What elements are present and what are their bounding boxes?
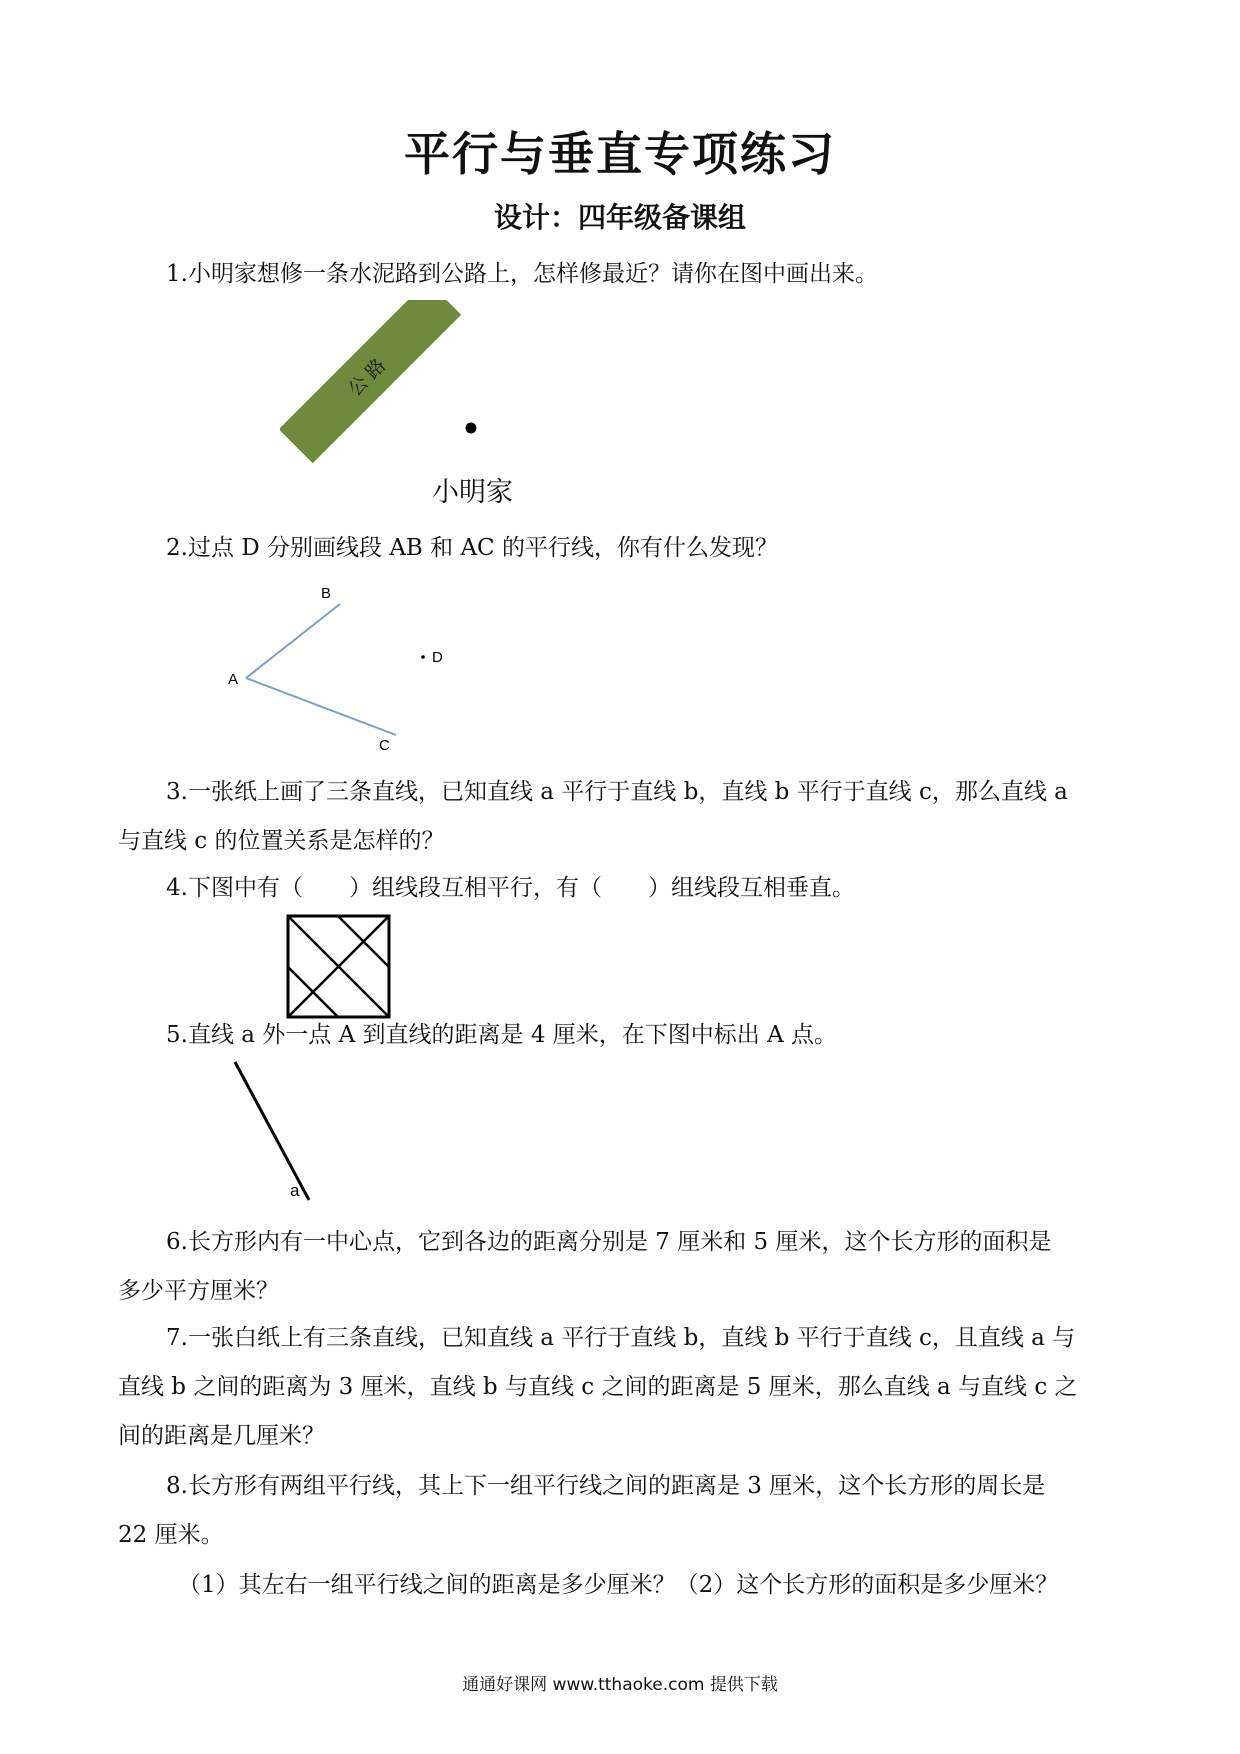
square-figure [284, 912, 394, 1022]
segment-ab [246, 604, 340, 678]
question-7-line-3: 间的距离是几厘米？ [118, 1423, 325, 1449]
question-4: 4.下图中有（ ）组线段互相平行，有（ ）组线段互相垂直。 [166, 875, 855, 901]
question-6-line-2: 多少平方厘米？ [118, 1278, 279, 1304]
page-footer: 通通好课网 www.tthaoke.com 提供下载 [462, 1675, 778, 1695]
line-a [235, 1062, 309, 1200]
point-d [421, 655, 425, 659]
question-8-line-1: 8.长方形有两组平行线，其上下一组平行线之间的距离是 3 厘米，这个长方形的周长是 [166, 1473, 1046, 1499]
question-7-line-1: 7.一张白纸上有三条直线，已知直线 a 平行于直线 b，直线 b 平行于直线 c，且直线 a 与 [166, 1325, 1076, 1351]
road-label: 公 路 [344, 355, 391, 401]
question-3-line-1: 3.一张纸上画了三条直线，已知直线 a 平行于直线 b，直线 b 平行于直线 c，那么直线 a [166, 779, 1068, 805]
angle-figure [220, 580, 460, 760]
question-5: 5.直线 a 外一点 A 到直线的距离是 4 厘米，在下图中标出 A 点。 [166, 1022, 837, 1048]
home-label: 小明家 [432, 477, 513, 508]
question-3-line-2: 与直线 c 的位置关系是怎样的？ [118, 828, 445, 854]
label-d: D [432, 649, 443, 666]
home-point [466, 423, 477, 434]
label-line-a: a [290, 1181, 300, 1200]
question-6-line-1: 6.长方形内有一中心点，它到各边的距离分别是 7 厘米和 5 厘米，这个长方形的面积是 [166, 1229, 1052, 1255]
line-a-figure [220, 1058, 330, 1208]
page-title: 平行与垂直专项练习 [404, 127, 836, 181]
road-figure [280, 300, 480, 470]
page-subtitle: 设计：四年级备课组 [493, 201, 746, 234]
label-b: B [321, 585, 332, 602]
question-7-line-2: 直线 b 之间的距离为 3 厘米，直线 b 与直线 c 之间的距离是 5 厘米，那么直线 a 与直线 c 之 [118, 1374, 1078, 1400]
segment-ac [246, 678, 396, 735]
label-c: C [379, 737, 390, 754]
label-a: A [228, 671, 239, 688]
question-2: 2.过点 D 分别画线段 AB 和 AC 的平行线，你有什么发现？ [166, 535, 778, 561]
question-8-line-2: 22 厘米。 [118, 1522, 224, 1548]
question-8-subquestions: （1）其左右一组平行线之间的距离是多少厘米？（2）这个长方形的面积是多少厘米？ [178, 1572, 1059, 1598]
question-1: 1.小明家想修一条水泥路到公路上，怎样修最近？请你在图中画出来。 [166, 261, 878, 287]
